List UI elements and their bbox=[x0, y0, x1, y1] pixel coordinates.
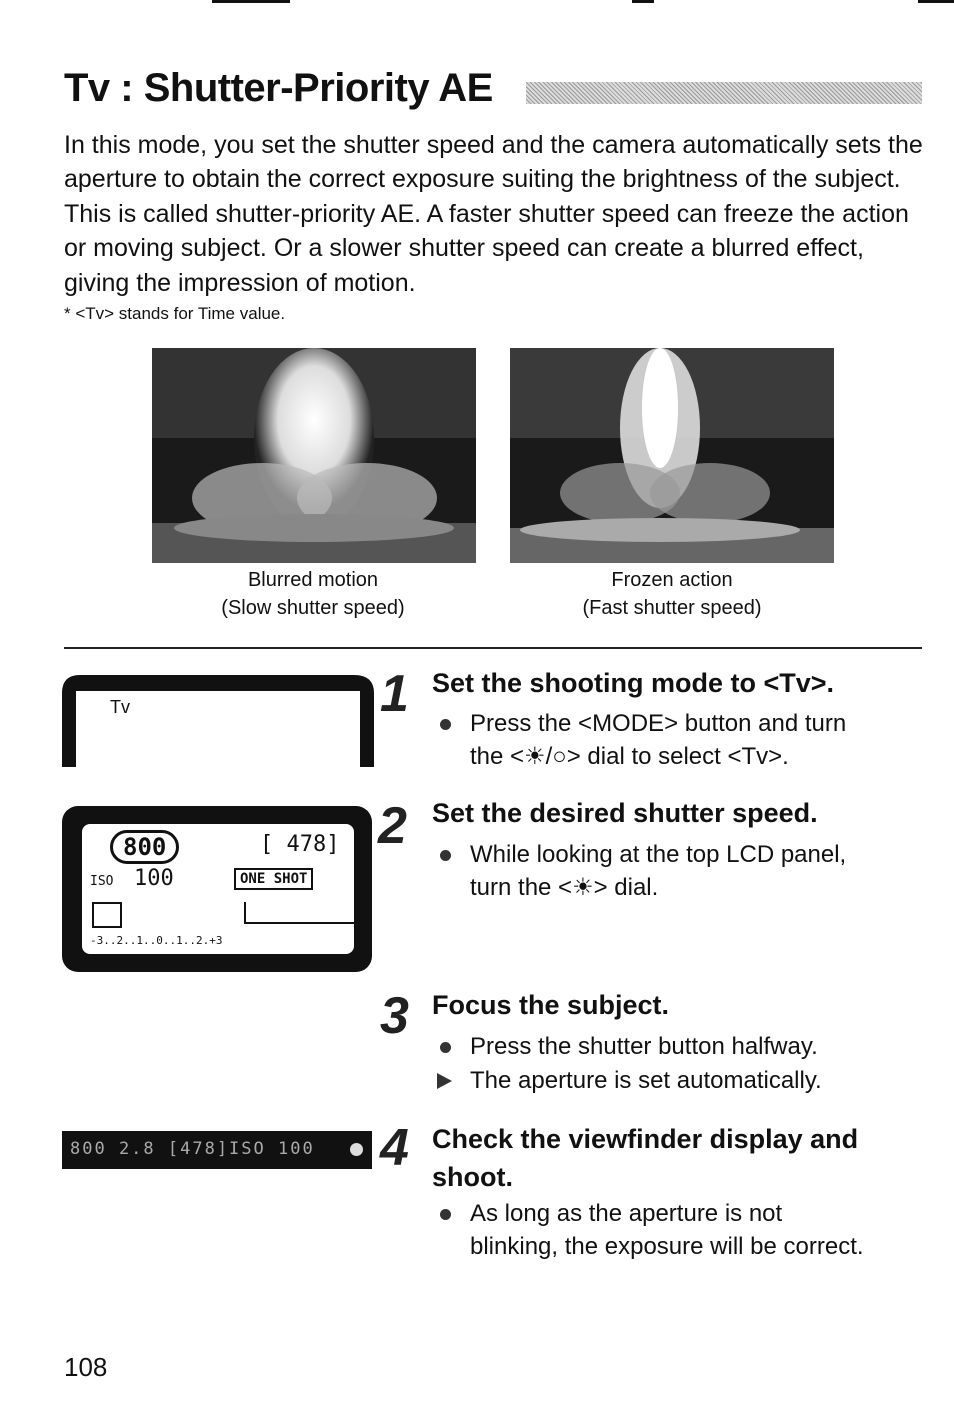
focus-confirmation-icon bbox=[350, 1143, 363, 1156]
section-divider bbox=[64, 647, 922, 649]
step-1-bullet: Press the <MODE> button and turn the <☀/○> dial to select <Tv>. bbox=[470, 707, 846, 773]
metering-icon bbox=[92, 902, 122, 928]
mode-dial-illustration bbox=[62, 675, 374, 767]
step-2-heading: Set the desired shutter speed. bbox=[432, 798, 818, 828]
step-3-number: 3 bbox=[380, 987, 409, 1045]
step-4-bullet: As long as the aperture is not blinking, the exposure will be correct. bbox=[470, 1197, 864, 1263]
step-3-heading: Focus the subject. bbox=[432, 990, 670, 1020]
photo-caption-frozen: Frozen action (Fast shutter speed) bbox=[582, 569, 762, 619]
top-lcd-panel bbox=[62, 806, 372, 972]
photo-caption-blurred: Blurred motion (Slow shutter speed) bbox=[221, 569, 405, 619]
viewfinder-readout: 800 2.8 [478]ISO 100 bbox=[70, 1139, 315, 1159]
step-2-bullet: While looking at the top LCD panel, turn the <☀> dial. bbox=[470, 838, 846, 904]
step-3-bullet: Press the shutter button halfway. bbox=[470, 1030, 818, 1063]
step-4-heading: Check the viewfinder display and shoot. bbox=[432, 1124, 859, 1192]
step-1-number: 1 bbox=[380, 665, 409, 723]
lcd-af-mode: ONE SHOT bbox=[234, 868, 313, 890]
footnote: * <Tv> stands for Time value. bbox=[64, 304, 286, 323]
lcd-shots-remaining: [ 478] bbox=[260, 832, 340, 857]
lcd-iso-value: 100 bbox=[134, 866, 174, 891]
intro-paragraph: In this mode, you set the shutter speed and the camera automatically sets the aperture to obtain the correct exposure suiting the brightness of the subject. This is called shutter-priority AE. A faster shutter speed can freeze the action or moving subject. Or a slower shutter speed can create a blurred effect, giving the impression of motion. bbox=[64, 131, 923, 297]
step-4-number: 4 bbox=[380, 1119, 409, 1177]
viewfinder-display bbox=[62, 1131, 372, 1169]
lcd-exposure-scale: -3..2..1..0..1..2.+3 bbox=[90, 934, 223, 947]
page-number: 108 bbox=[64, 1352, 108, 1382]
lcd-shutter-speed: 800 bbox=[110, 830, 179, 864]
mode-label: Tv bbox=[110, 697, 130, 717]
drive-mode-icon bbox=[244, 902, 360, 924]
step-2-number: 2 bbox=[378, 797, 407, 855]
blurred-fountain-photo bbox=[152, 348, 476, 563]
step-1-heading: Set the shooting mode to <Tv>. bbox=[432, 668, 835, 698]
step-3-result: The aperture is set automatically. bbox=[470, 1064, 822, 1097]
lcd-iso-label: ISO bbox=[90, 874, 114, 889]
title-decoration bbox=[526, 82, 922, 104]
page-title: Tv : Shutter-Priority AE bbox=[64, 66, 493, 110]
frozen-fountain-photo bbox=[510, 348, 834, 563]
